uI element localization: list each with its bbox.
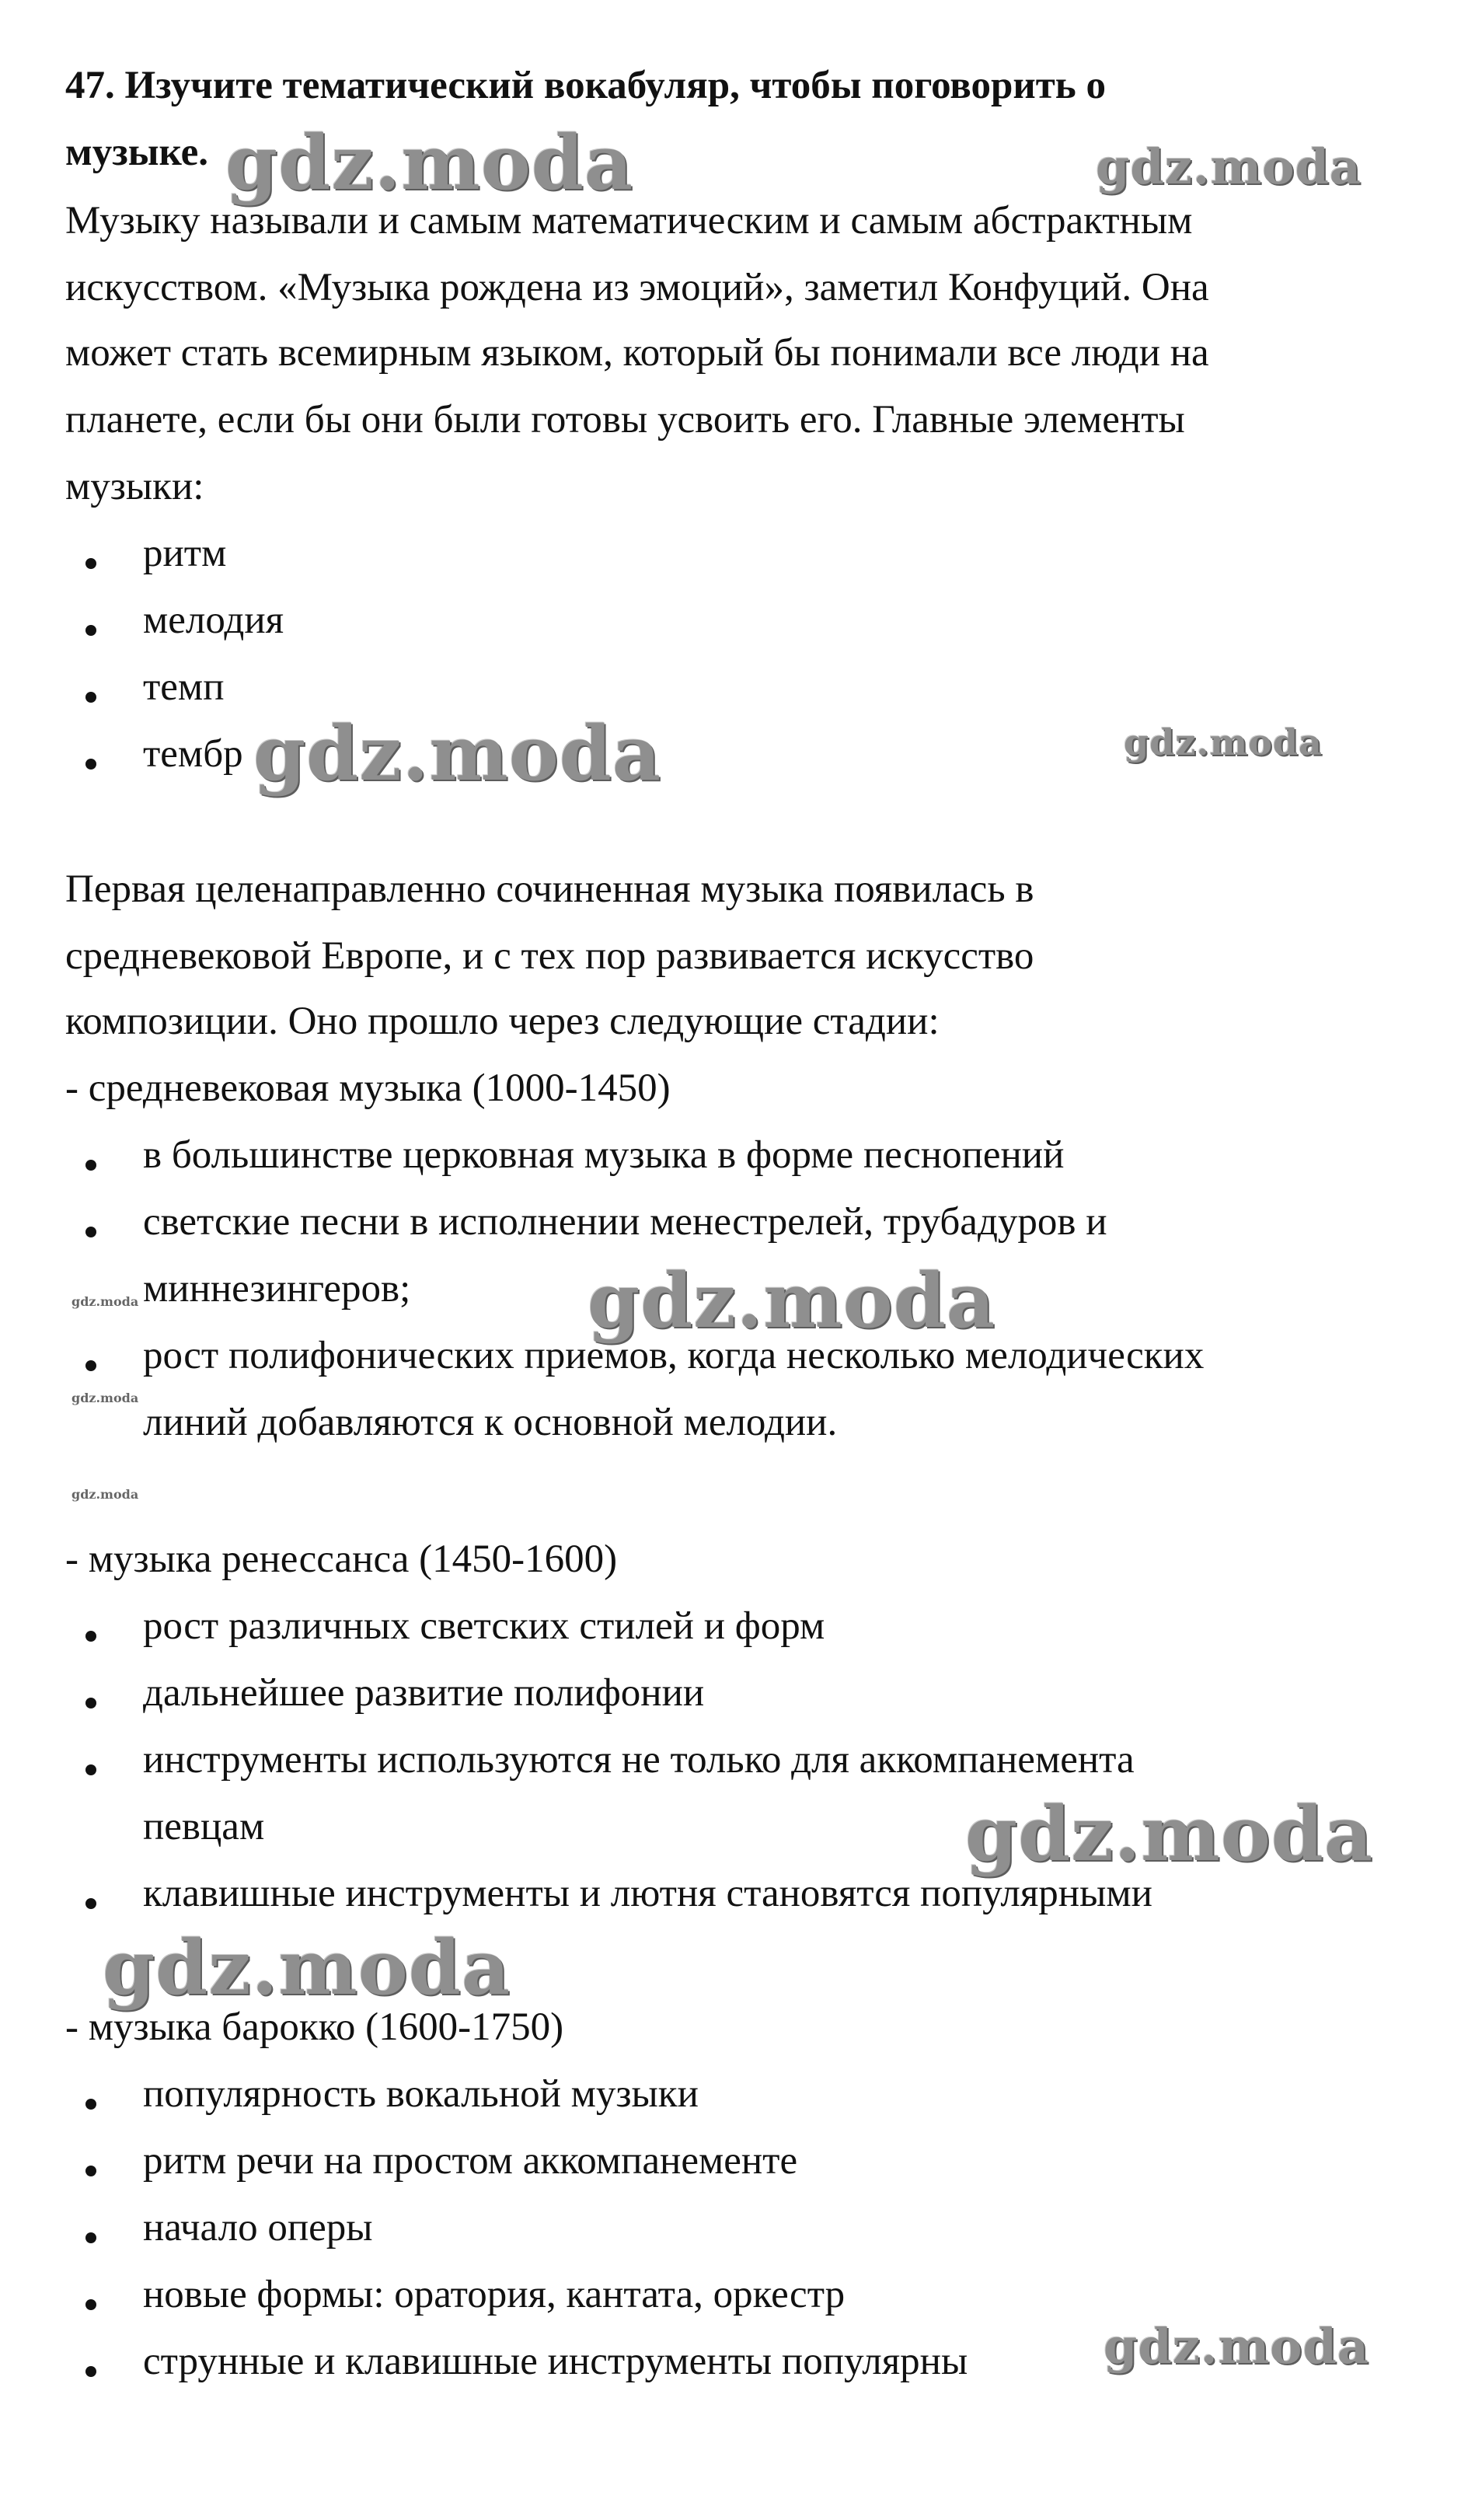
bullet-icon bbox=[85, 2232, 96, 2243]
list-item: рост различных светских стилей и форм bbox=[143, 1604, 825, 1648]
watermark: gdz.moda bbox=[965, 1790, 1374, 1878]
watermark: gdz.moda bbox=[1096, 138, 1362, 195]
paragraph-line: композиции. Оно прошло через следующие стадии: bbox=[65, 1000, 940, 1043]
list-item: темп bbox=[143, 665, 225, 709]
intro-line: музыки: bbox=[65, 465, 204, 508]
bullet-icon bbox=[85, 558, 96, 569]
list-item: инструменты используются не только для аккомпанемента bbox=[143, 1738, 1135, 1782]
bullet-icon bbox=[85, 2366, 96, 2377]
intro-line: планете, если бы они были готовы усвоить его. Главные элементы bbox=[65, 398, 1185, 442]
bullet-icon bbox=[85, 2099, 96, 2110]
watermark: gdz.moda bbox=[253, 710, 662, 798]
paragraph-line: Первая целенаправленно сочиненная музыка появилась в bbox=[65, 867, 1034, 911]
paragraph-line: средневековой Европе, и с тех пор развивается искусство bbox=[65, 934, 1034, 978]
section-title-medieval: - средневековая музыка (1000-1450) bbox=[65, 1066, 671, 1110]
list-item: струнные и клавишные инструменты популярны bbox=[143, 2340, 968, 2383]
list-item: рост полифонических приемов, когда несколько мелодических bbox=[143, 1334, 1205, 1377]
list-item: тембр bbox=[143, 732, 243, 776]
list-item-cont: миннезингеров; bbox=[143, 1267, 411, 1311]
bullet-icon bbox=[85, 1698, 96, 1709]
watermark: gdz.moda bbox=[103, 1924, 511, 2012]
intro-line: искусством. «Музыка рождена из эмоций», заметил Конфуций. Она bbox=[65, 266, 1209, 309]
list-item: мелодия bbox=[143, 599, 284, 642]
list-item: ритм bbox=[143, 532, 227, 575]
watermark: gdz.moda bbox=[71, 1487, 139, 1502]
list-item: дальнейшее развитие полифонии bbox=[143, 1671, 705, 1715]
bullet-icon bbox=[85, 692, 96, 703]
list-item: начало оперы bbox=[143, 2206, 373, 2250]
bullet-icon bbox=[85, 625, 96, 636]
section-title-baroque: - музыка барокко (1600-1750) bbox=[65, 2005, 564, 2049]
list-item: популярность вокальной музыки bbox=[143, 2072, 699, 2116]
list-item-cont: певцам bbox=[143, 1805, 265, 1848]
watermark: gdz.moda bbox=[588, 1257, 996, 1345]
bullet-icon bbox=[85, 1227, 96, 1237]
bullet-icon bbox=[85, 1764, 96, 1775]
list-item: светские песни в исполнении менестрелей, трубадуров и bbox=[143, 1200, 1107, 1244]
bullet-icon bbox=[85, 1160, 96, 1171]
list-item-cont: линий добавляются к основной мелодии. bbox=[143, 1401, 838, 1444]
bullet-icon bbox=[85, 1898, 96, 1909]
list-item: клавишные инструменты и лютня становятся популярными bbox=[143, 1872, 1152, 1915]
bullet-icon bbox=[85, 2299, 96, 2310]
watermark: gdz.moda bbox=[1104, 2318, 1369, 2375]
watermark: gdz.moda bbox=[71, 1391, 139, 1405]
bullet-icon bbox=[85, 759, 96, 770]
list-item: в большинстве церковная музыка в форме песнопений bbox=[143, 1133, 1065, 1177]
intro-line: может стать всемирным языком, который бы понимали все люди на bbox=[65, 331, 1209, 375]
exercise-heading-cont: музыке. bbox=[65, 131, 209, 174]
section-title-renaissance: - музыка ренессанса (1450-1600) bbox=[65, 1537, 618, 1581]
watermark: gdz.moda bbox=[71, 1294, 139, 1309]
bullet-icon bbox=[85, 1631, 96, 1642]
exercise-heading: 47. Изучите тематический вокабуляр, чтобы поговорить о bbox=[65, 64, 1107, 107]
watermark: gdz.moda bbox=[1124, 721, 1323, 763]
bullet-icon bbox=[85, 1360, 96, 1371]
watermark: gdz.moda bbox=[225, 119, 634, 207]
intro-line: Музыку называли и самым математическим и самым абстрактным bbox=[65, 199, 1193, 243]
bullet-icon bbox=[85, 2166, 96, 2176]
list-item: новые формы: оратория, кантата, оркестр bbox=[143, 2273, 846, 2316]
list-item: ритм речи на простом аккомпанементе bbox=[143, 2139, 798, 2183]
